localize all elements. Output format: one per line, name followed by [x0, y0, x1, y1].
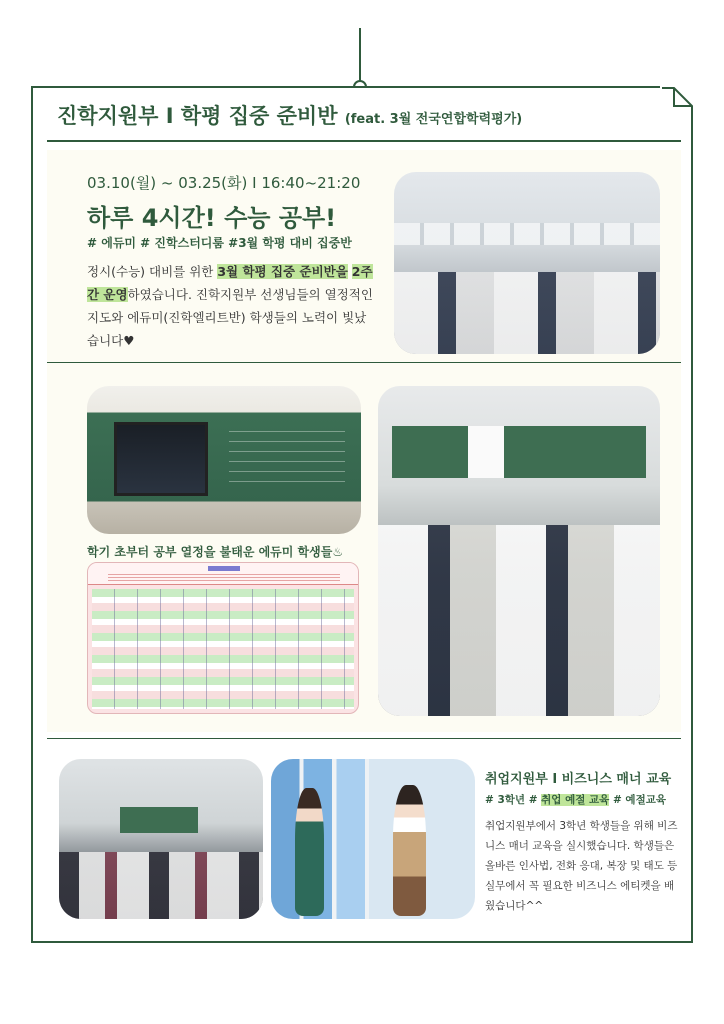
bottom-divider	[47, 738, 681, 739]
section-divider	[47, 362, 681, 363]
hanger-line	[359, 28, 361, 82]
photo-manners-class	[59, 759, 263, 919]
desc-highlight-2: 2주간 운영	[87, 264, 373, 302]
page-title-main: 진학지원부 I 학평 집중 준비반	[57, 104, 338, 128]
section-description	[87, 260, 377, 352]
photo-students-studying	[378, 386, 660, 716]
page-title-feat: (feat. 3월 전국연합학력평가)	[344, 112, 523, 127]
career-tag-1: # 3학년 #	[485, 794, 542, 806]
page-title	[57, 100, 522, 130]
folded-corner-icon	[660, 85, 694, 115]
photo-manners-practice	[271, 759, 475, 919]
sheet-grid	[92, 589, 354, 709]
photo-caption: 학기 초부터 공부 열정을 불태운 에듀미 학생들♨	[87, 545, 344, 559]
career-tag-highlight: 취업 예절 교육	[541, 794, 610, 806]
desc-highlight-1: 3월 학평 집중 준비반을	[217, 264, 348, 279]
desc-text-1: 정시(수능) 대비를 위한	[87, 264, 218, 279]
career-description: 취업지원부에서 3학년 학생들을 위해 비즈니스 매너 교육을 실시했습니다. 학생들은 올바른 인사법, 전화 응대, 복장 및 태도 등 실무에서 꼭 필요한 비즈니스 에티켓을 배웠습니다^^	[485, 820, 678, 912]
section-headline: 하루 4시간! 수능 공부!	[87, 204, 337, 232]
intensive-section	[47, 150, 681, 732]
photo-study-room	[394, 172, 660, 354]
hashtags: # 에듀미 # 진학스터디룸 #3월 학평 대비 집중반	[87, 236, 352, 250]
photo-chalkboard	[87, 386, 361, 534]
career-title: 취업지원부 I 비즈니스 매너 교육	[485, 772, 672, 787]
schedule-date: 03.10(월) ~ 03.25(화) I 16:40~21:20	[87, 174, 361, 192]
attendance-sheet-image	[87, 562, 359, 714]
sheet-header	[88, 563, 358, 585]
title-underline	[47, 140, 681, 142]
career-tag-2: # 예절교육	[609, 794, 667, 806]
newsletter-frame	[31, 86, 693, 943]
career-hashtags	[485, 792, 666, 807]
desc-text-2: 하였습니다. 진학지원부 선생님들의 열정적인 지도와 에듀미(진학엘리트반) 학생들의 노력이 빛났습니다♥	[87, 287, 373, 348]
